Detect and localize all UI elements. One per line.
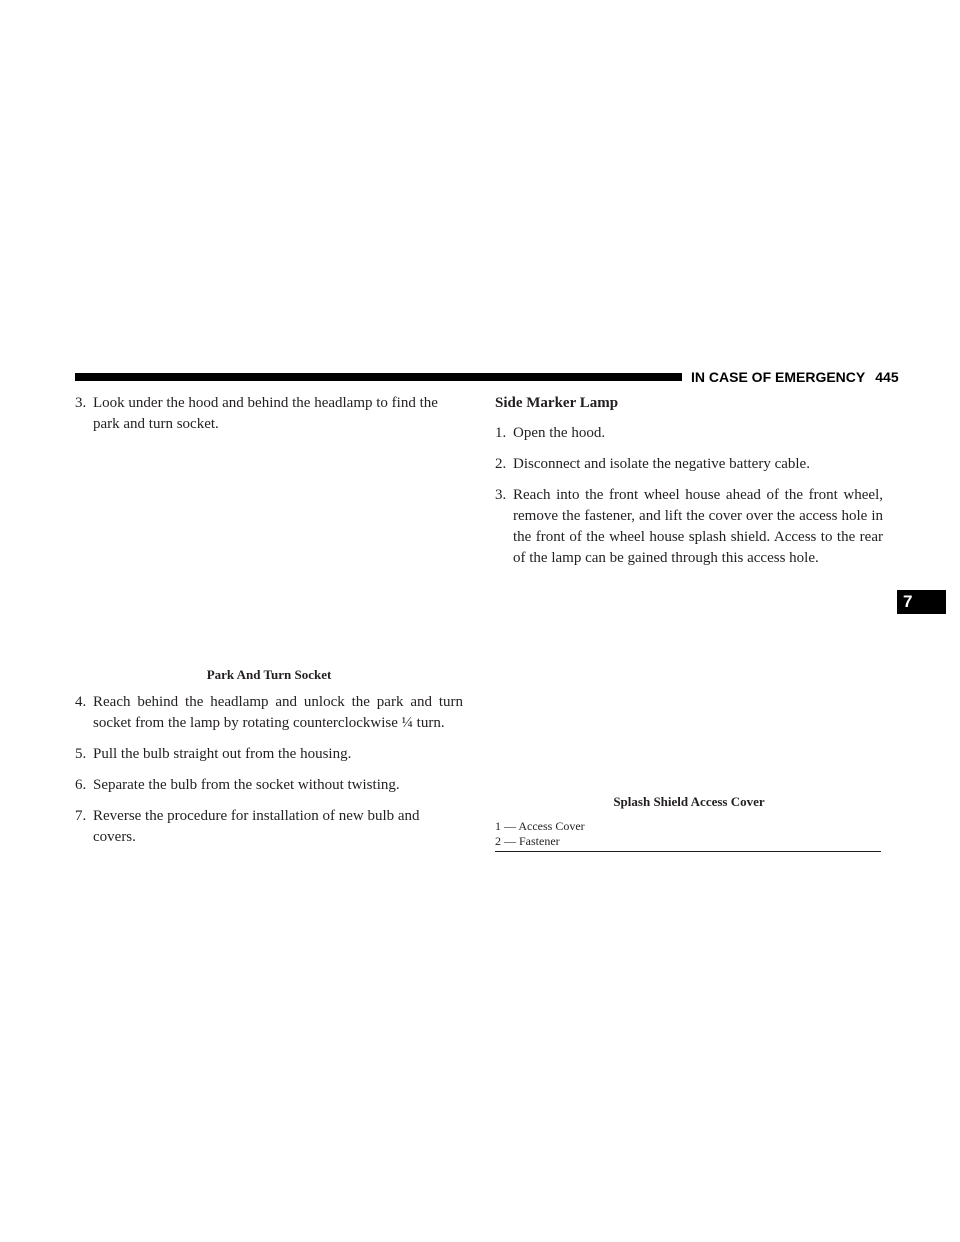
figure-park-turn-socket [75,445,463,666]
legend-item-access-cover: 1 — Access Cover [495,819,585,833]
running-header [691,367,899,387]
page-number: 445 [875,369,899,385]
figure-legend [495,819,883,849]
header-rule [75,373,682,381]
step-5-pull-bulb: 5. Pull the bulb straight out from the housing. [75,746,352,762]
section-title: IN CASE OF EMERGENCY [691,369,866,385]
step-2-disconnect-battery: 2. Disconnect and isolate the negative battery cable. [495,456,810,472]
right-column [495,393,883,852]
step-7-reverse-procedure: 7. Reverse the procedure for installation of new bulb and covers. [75,808,420,845]
figure-splash-shield [495,579,883,793]
figure-caption-park-turn: Park And Turn Socket [206,667,332,682]
legend-rule [495,851,881,852]
legend-item-fastener: 2 — Fastener [495,834,560,848]
section-heading-side-marker: Side Marker Lamp [495,395,619,411]
chapter-tab: 7 [897,590,946,614]
step-6-separate-bulb: 6. Separate the bulb from the socket without twisting. [75,777,400,793]
figure-caption-splash-shield: Splash Shield Access Cover [613,794,765,809]
step-4-unlock-socket: 4. Reach behind the headlamp and unlock the park and turn socket from the lamp by rotating counterclockwise ¼ turn. [75,694,463,731]
step-1-open-hood: 1. Open the hood. [495,425,606,441]
step-3-access-hole: 3. Reach into the front wheel house ahead of the front wheel, remove the fastener, and lift the cover over the access hole in the front of the wheel house splash shield. Access to the rear of the lamp can be gained through this access hole. [495,487,883,566]
left-column [75,393,463,858]
step-3-find-socket: 3. Look under the hood and behind the headlamp to find the park and turn socket. [75,395,438,432]
